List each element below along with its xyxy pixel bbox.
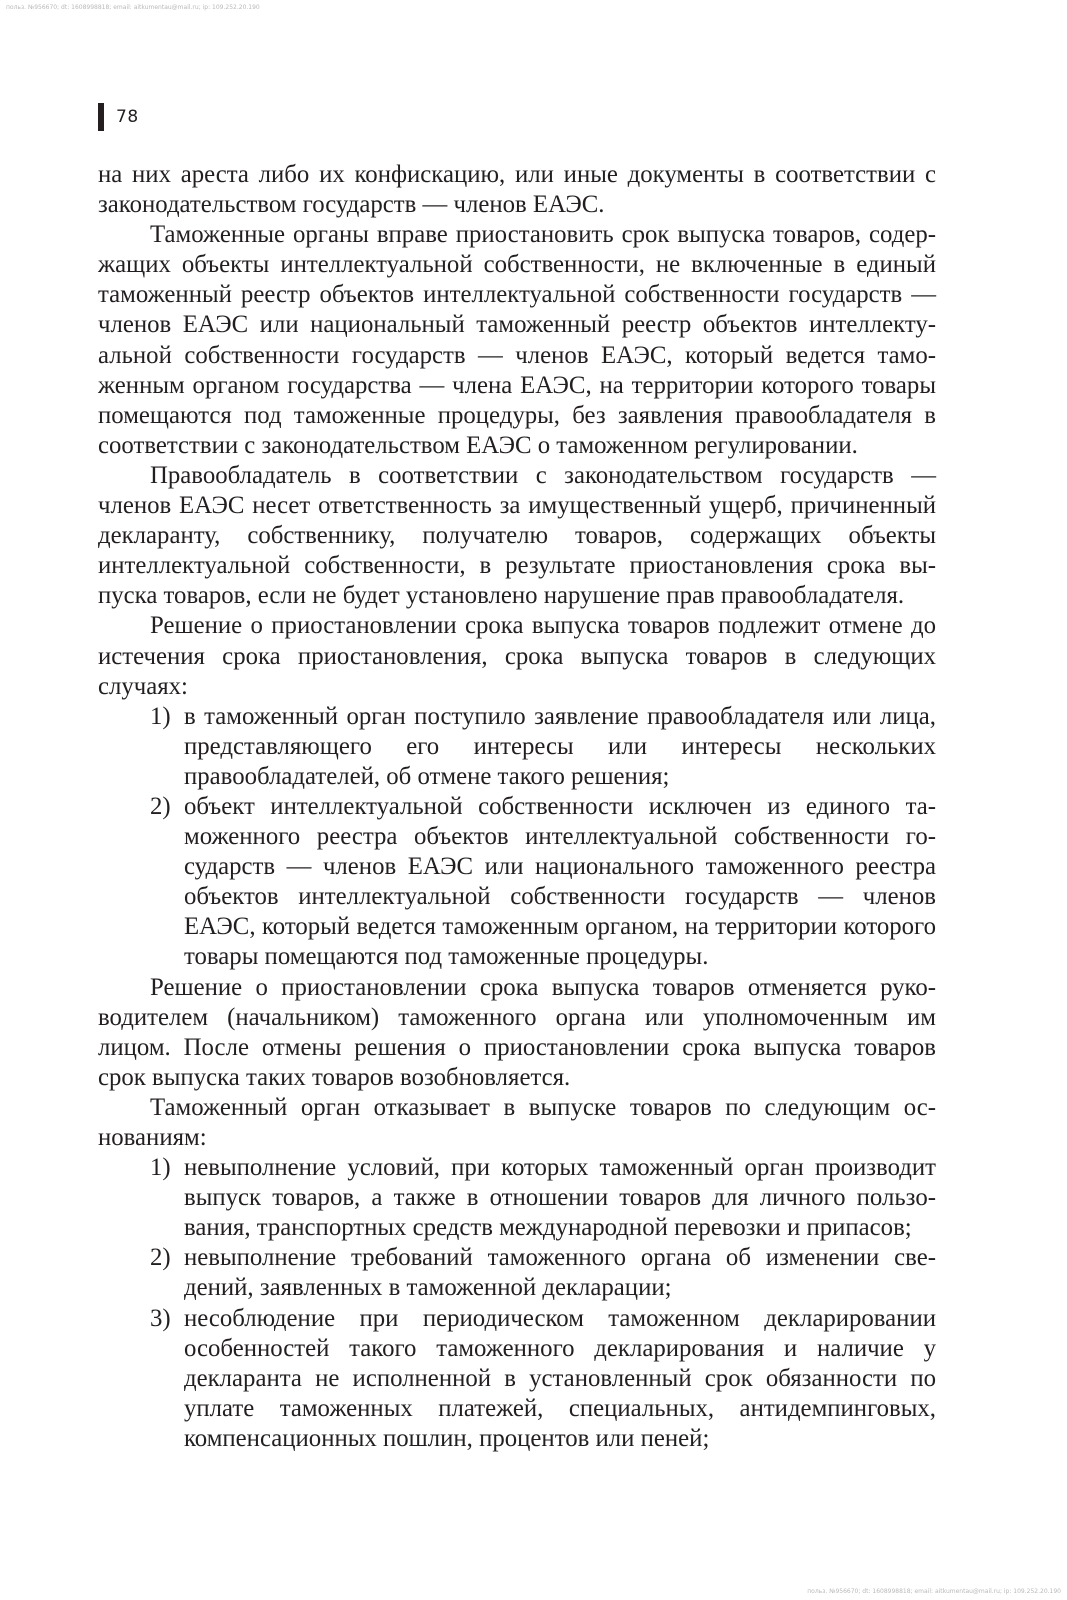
list-item [98,792,936,973]
watermark-bottom: польз. №956670; dt: 1608998818; email: aitkumentau@mail.ru; ip: 109.252.20.190 [807,1588,1061,1595]
list-item [98,1304,936,1454]
page-header [98,103,139,131]
list-item [98,1243,936,1303]
paragraph-rightholder-liability: Правообладатель в соответствии с законодательством государств — членов ЕАЭС несет ответственность за имущественный ущерб, причиненный декларанту, собственнику, получателю товаров, содержащих объекты интеллектуальной собственности, в результате приостановления срока выпуска товаров, если не будет установлено нарушение прав правообладателя. [98,461,936,610]
list-item [98,702,936,792]
watermark-top: польз. №956670; dt: 1608998818; email: aitkumentau@mail.ru; ip: 109.252.20.190 [6,4,260,11]
paragraph-decision-revoked: Решение о приостановлении срока выпуска товаров отменяется руководителем (начальником) таможенного органа или уполномоченным им лицом. После отмены решения о приостановлении срока выпуска товаров срок выпуска таких товаров возобновляется. [98,973,936,1091]
list-item-number: 2) [150,792,171,820]
list-item-number: 1) [150,702,171,730]
list-item-text: невыполнение требований таможенного органа об изменении сведений, заявленных в таможенной декларации; [184,1244,936,1302]
list-item-number: 3) [150,1304,171,1332]
paragraph-decision-cancellation: Решение о приостановлении срока выпуска товаров подлежит отмене до истечения срока приостановления, срока выпуска товаров в следующих случаях: [98,612,936,700]
list-item-number: 1) [150,1154,171,1182]
list-item-text: несоблюдение при периодическом таможенном декларировании особенностей такого таможенного декларирования и наличие у декларанта не исполненной в установленный срок обязанности по уплате таможенных платежей, специальных, антидемпинговых, компенсационных пошлин, процентов или пеней; [184,1304,936,1452]
page-body [98,160,936,1454]
page-number-bar [98,103,104,131]
list-item [98,1153,936,1243]
list-item-number: 2) [150,1244,171,1272]
paragraph-suspension-right: Таможенные органы вправе приостановить срок выпуска товаров, содержащих объекты интеллектуальной собственности, не включенные в единый таможенный реестр объектов интеллектуальной собственности государств — членов ЕАЭС или национальный таможенный реестр объектов интеллектуальной собственности государств — членов ЕАЭС, который ведется таможенным органом государства — члена ЕАЭС, на территории которого товары помещаются под таможенные процедуры, без заявления правообладателя в соответствии с законодательством ЕАЭС о таможенном регулировании. [98,221,936,459]
list-item-text: объект интеллектуальной собственности исключен из единого таможенного реестра объектов интеллектуальной собственности государств — членов ЕАЭС или национального таможенного реестра объектов интеллектуальной собственности государств — членов ЕАЭС, который ведется таможенным органом, на территории которого товары помещаются под таможенные процедуры. [184,792,936,971]
list-item-text: невыполнение условий, при которых таможенный орган производит выпуск товаров, а также в отношении товаров для личного пользования, транспортных средств международной перевозки и припасов; [184,1154,936,1242]
list-item-text: в таможенный орган поступило заявление правообладателя или лица, представляющего его интересы или интересы нескольких правообладателей, об отмене такого решения; [184,702,936,790]
paragraph-release-refusal: Таможенный орган отказывает в выпуске товаров по следующим основаниям: [98,1093,936,1151]
page-number: 78 [116,107,139,127]
paragraph-continuation: на них ареста либо их конфискацию, или иные документы в соответствии с законодательством государств — членов ЕАЭС. [98,161,936,219]
